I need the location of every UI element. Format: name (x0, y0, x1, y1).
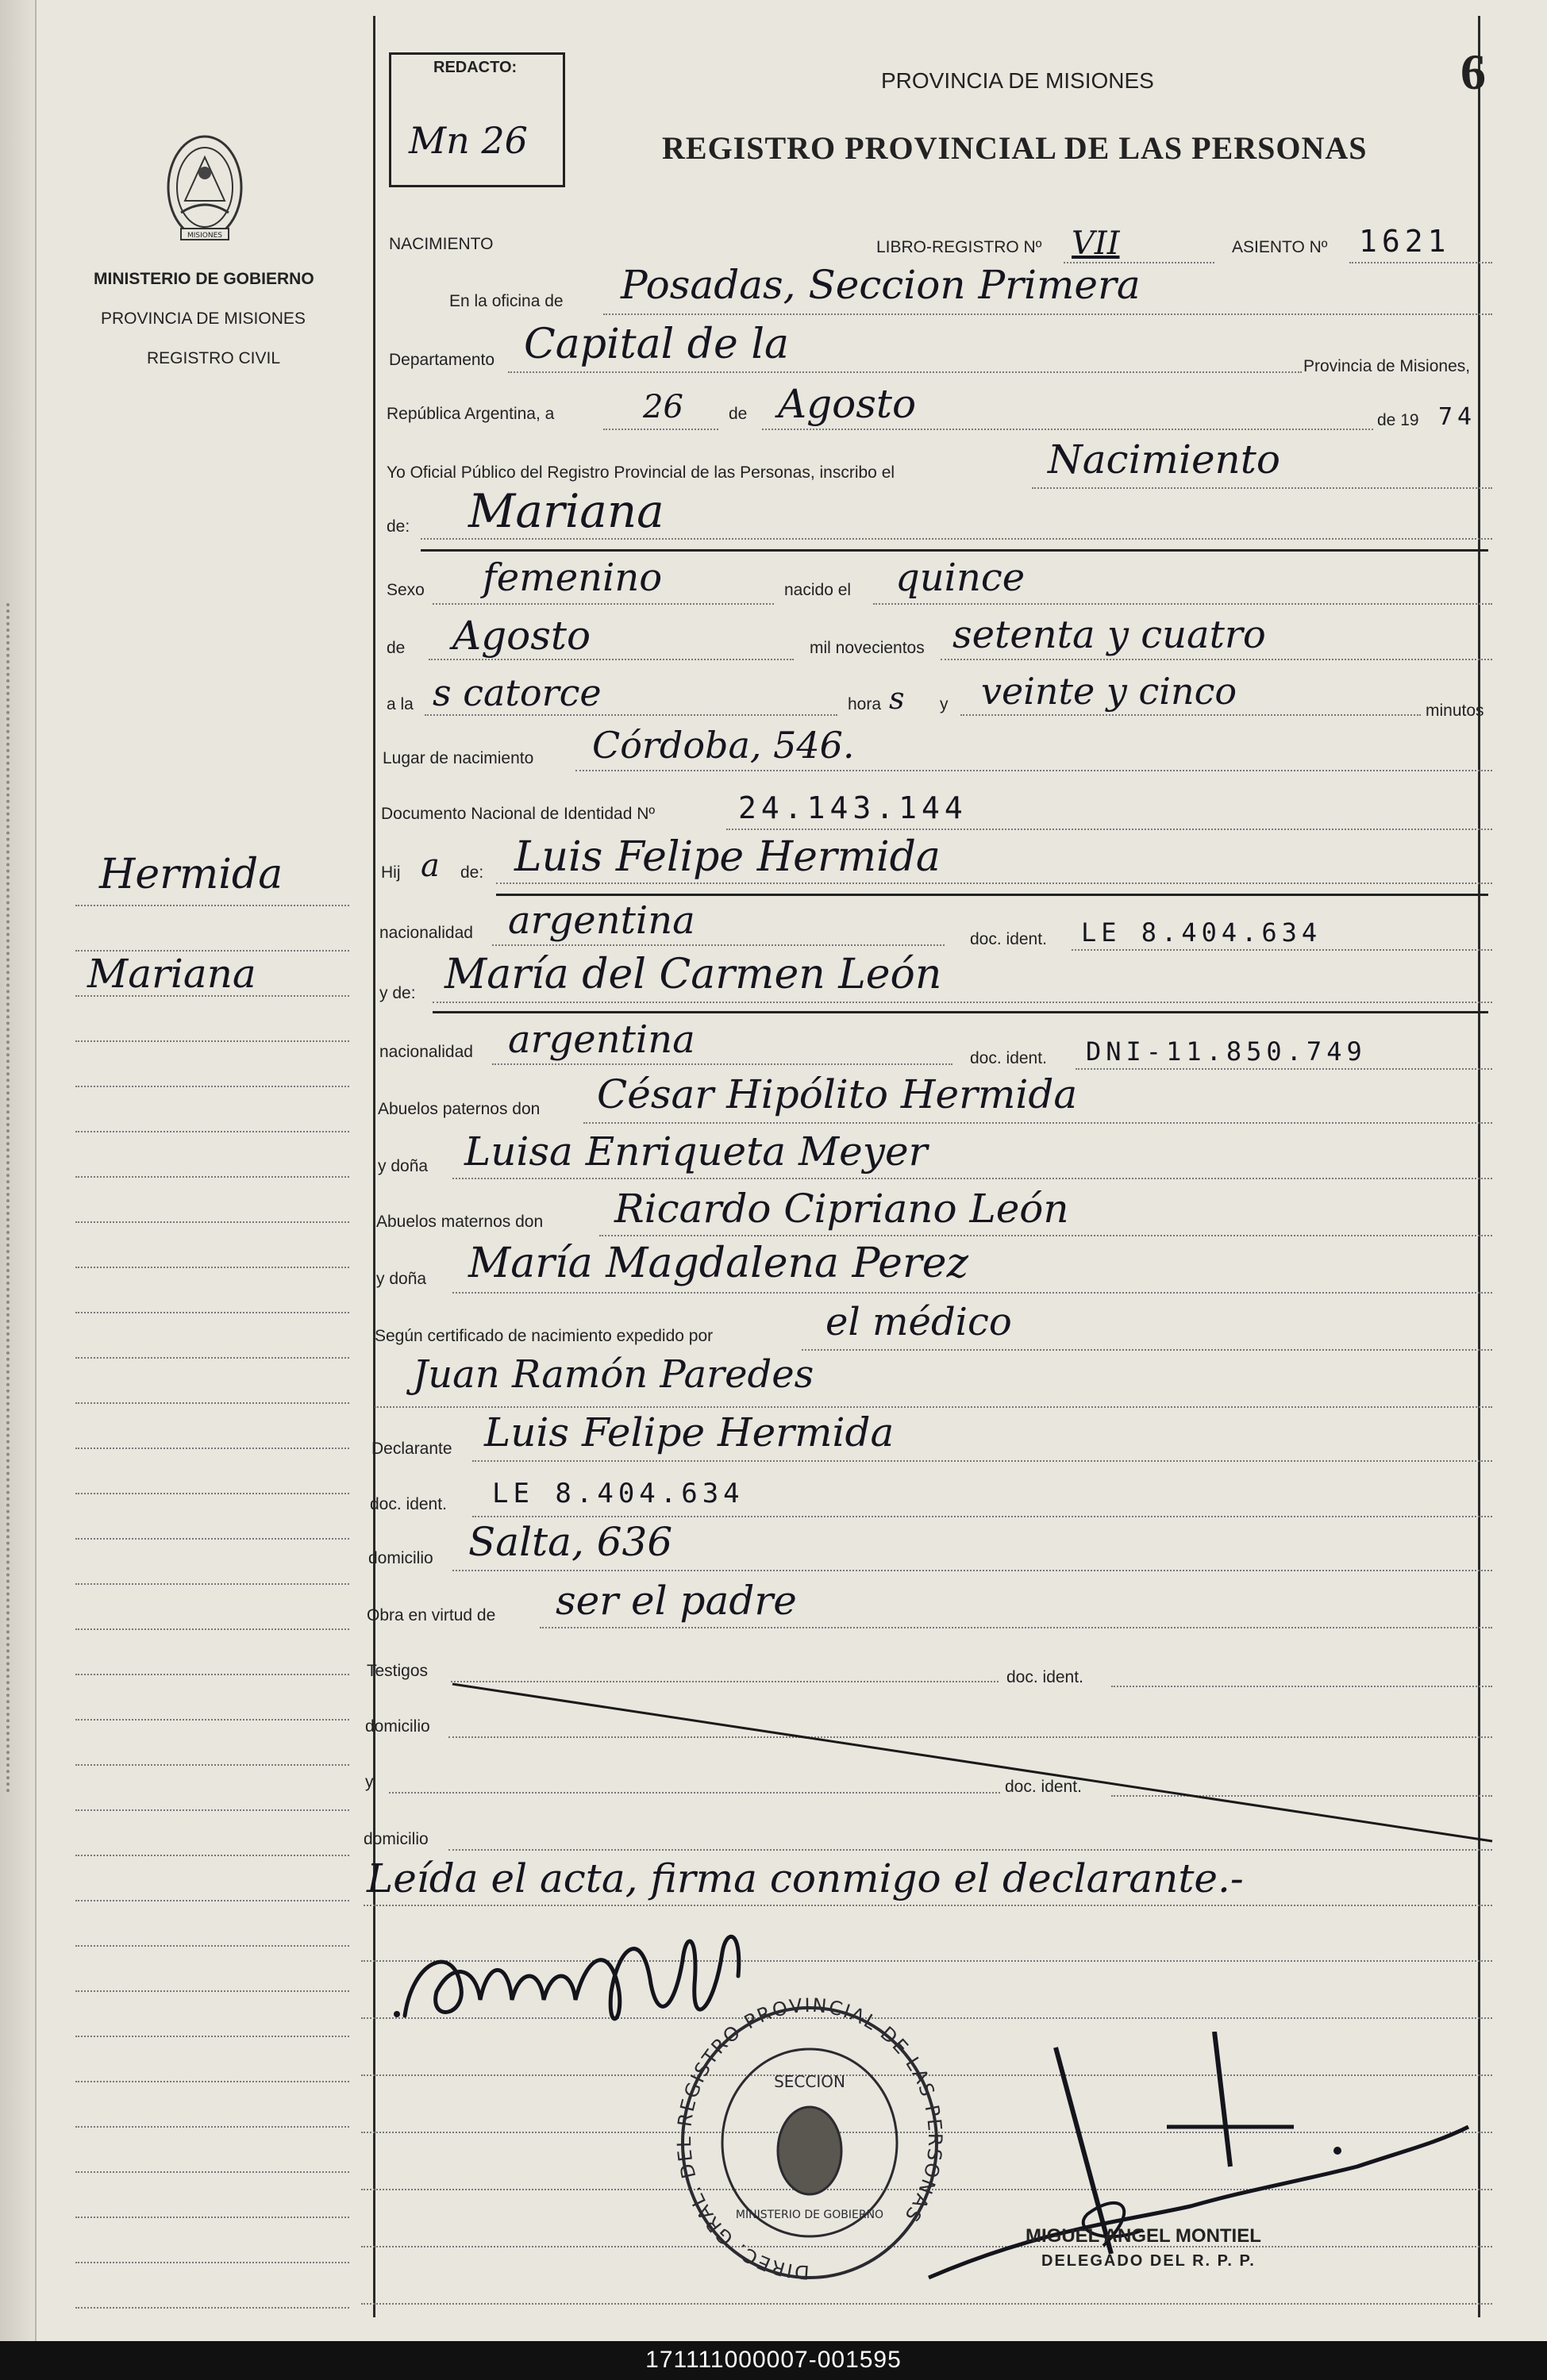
segun-label: Según certificado de nacimiento expedido por (375, 1327, 714, 1345)
header-title: REGISTRO PROVINCIAL DE LAS PERSONAS (662, 130, 1368, 166)
y-dona-label-1: y doña (378, 1157, 429, 1175)
record-type-label: NACIMIENTO (389, 235, 494, 253)
nacido-month: Agosto (452, 613, 591, 659)
abuelo-mat: Ricardo Cipriano León (614, 1186, 1069, 1232)
hij-de: de: (460, 863, 484, 882)
registry-stamp-icon (671, 1992, 949, 2293)
hij-label: Hij (381, 863, 401, 882)
abuela-mat: María Magdalena Perez (468, 1240, 968, 1287)
month-value: Agosto (778, 381, 917, 427)
yo-value: Nacimiento (1048, 436, 1280, 483)
abuela-pat: Luisa Enriqueta Meyer (464, 1128, 928, 1175)
redacto-label: REDACTO: (433, 59, 518, 76)
abuelos-mat-label: Abuelos maternos don (376, 1213, 544, 1231)
republica-label: República Argentina, a (387, 405, 555, 423)
testigo-dom-label: domicilio (365, 1717, 430, 1736)
decl-doc-value: LE 8.404.634 (492, 1478, 745, 1509)
sidebar-province: PROVINCIA DE MISIONES (101, 310, 306, 328)
madre-nac: argentina (508, 1017, 695, 1062)
decl-doc-label: doc. ident. (370, 1495, 447, 1513)
y2-label: y (365, 1773, 374, 1791)
libro-value: VII (1072, 225, 1120, 262)
padre-value: Luis Felipe Hermida (514, 833, 941, 881)
madre-value: María del Carmen León (444, 951, 942, 998)
ala-label: a la (387, 695, 414, 713)
asiento-label: ASIENTO Nº (1232, 238, 1328, 256)
provincia-label: Provincia de Misiones, (1303, 357, 1471, 375)
domicilio-value: Salta, 636 (468, 1519, 673, 1565)
horas-label: hora (848, 695, 882, 713)
obra-label: Obra en virtud de (367, 1606, 496, 1624)
sidebar-org: MINISTERIO DE GOBIERNO (94, 270, 314, 288)
obra-value: ser el padre (556, 1578, 797, 1624)
horas-suffix: s (889, 681, 905, 716)
de-label: de (729, 405, 748, 423)
testigo-doc-label: doc. ident. (1006, 1668, 1083, 1686)
mil-label: mil novecientos (810, 639, 925, 657)
nacido-value: quince (895, 556, 1026, 600)
year-label: de 19 (1377, 411, 1419, 429)
segun-value: el médico (825, 1300, 1012, 1344)
asiento-value: 1621 (1359, 224, 1451, 259)
declarante-label: Declarante (371, 1440, 452, 1458)
departamento-label: Departamento (389, 351, 495, 369)
padre-doc-label: doc. ident. (970, 930, 1047, 948)
header-province: PROVINCIA DE MISIONES (881, 68, 1154, 93)
testigo2-dom-label: domicilio (364, 1830, 429, 1848)
y-dona-label-2: y doña (376, 1270, 427, 1288)
testigos-label: Testigos (367, 1662, 429, 1680)
padre-nac-label: nacionalidad (379, 924, 473, 942)
medico-value: Juan Ramón Paredes (413, 1352, 814, 1397)
padre-nac: argentina (508, 898, 695, 943)
hora-value: s catorce (433, 671, 602, 714)
y-label: y (940, 695, 949, 713)
mil-value: setenta y cuatro (952, 613, 1266, 657)
stamp-lower-text: MINISTERIO DE GOBIERNO (735, 2209, 884, 2221)
nacido-label: nacido el (784, 581, 852, 599)
hij-suffix: a (421, 848, 440, 884)
minutos-value: veinte y cinco (981, 670, 1237, 713)
day-value: 26 (643, 389, 683, 425)
official-role: DELEGADO DEL R. P. P. (1041, 2252, 1256, 2270)
sexo-value: femenino (483, 556, 663, 600)
oficina-value: Posadas, Seccion Primera (621, 262, 1141, 308)
redacto-value: Mn 26 (409, 119, 528, 162)
archive-footer (0, 2341, 1547, 2380)
madre-nac-label: nacionalidad (379, 1043, 473, 1061)
abuelos-pat-label: Abuelos paternos don (378, 1100, 541, 1118)
year-value: 74 (1438, 403, 1477, 431)
abuelo-pat: César Hipólito Hermida (597, 1071, 1078, 1117)
departamento-value: Capital de la (524, 321, 789, 368)
oficina-label: En la oficina de (449, 292, 564, 310)
footer-id: 171111000007-001595 (645, 2347, 902, 2373)
yde-label: y de: (379, 984, 416, 1002)
lugar-value: Córdoba, 546. (592, 724, 855, 767)
madre-doc: DNI-11.850.749 (1086, 1036, 1367, 1067)
sidebar-office: REGISTRO CIVIL (147, 349, 281, 367)
declarante-value: Luis Felipe Hermida (484, 1409, 895, 1455)
minutos-label: minutos (1426, 702, 1484, 720)
page-number: 6 (1460, 44, 1486, 100)
padre-doc: LE 8.404.634 (1081, 917, 1322, 948)
svg-text:MISIONES: MISIONES (187, 232, 223, 240)
stamp-inner-text: SECCION (774, 2072, 845, 2091)
signature-ruled-line (361, 2303, 1492, 2305)
de3-label: de (387, 639, 406, 657)
testigo2-doc-label: doc. ident. (1005, 1778, 1082, 1796)
libro-label: LIBRO-REGISTRO Nº (876, 238, 1042, 256)
yo-label: Yo Oficial Público del Registro Provincial de las Personas, inscribo el (387, 463, 895, 482)
dni-label: Documento Nacional de Identidad Nº (381, 805, 656, 823)
lugar-label: Lugar de nacimiento (383, 749, 534, 767)
dni-value: 24.143.144 (738, 790, 968, 825)
margin-name: Mariana (87, 951, 256, 997)
madre-doc-label: doc. ident. (970, 1049, 1047, 1067)
official-signature-icon (881, 2032, 1484, 2286)
name-value: Mariana (468, 484, 664, 538)
official-name: MIGUEL ANGEL MONTIEL (1026, 2225, 1261, 2247)
stamp-circle-text: DIREC. GRAL. DEL REGISTRO PROVINCIAL DE LAS PERSONAS (672, 1994, 947, 2284)
leida-value: Leída el acta, firma conmigo el declarante.- (367, 1855, 1244, 1901)
domicilio-label: domicilio (368, 1549, 433, 1567)
leida-line (364, 1905, 1492, 1906)
de2-label: de: (387, 517, 410, 536)
sexo-label: Sexo (387, 581, 425, 599)
margin-surname: Hermida (99, 851, 283, 898)
